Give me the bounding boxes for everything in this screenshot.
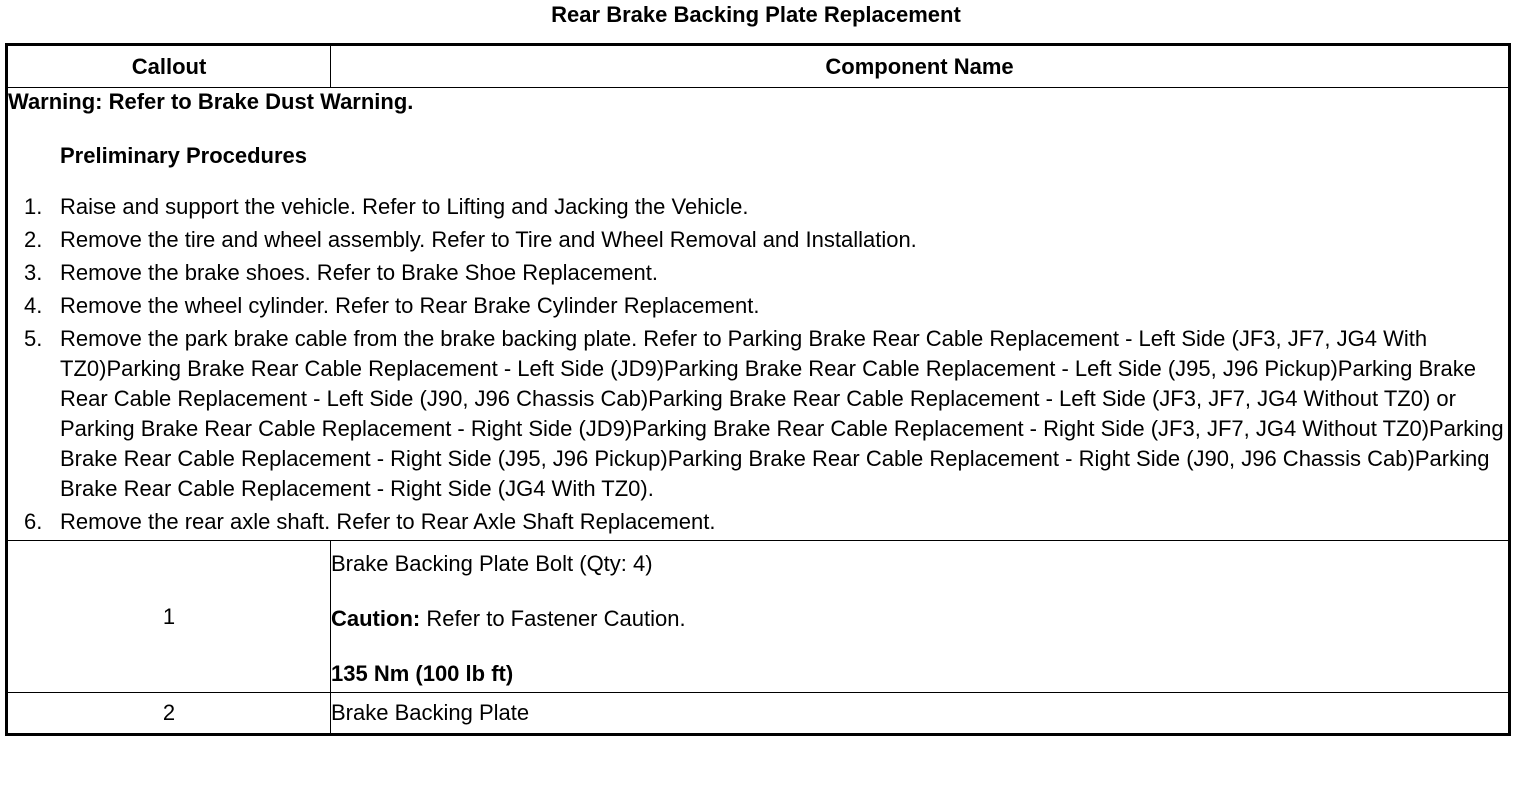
- component-name: Brake Backing Plate: [331, 693, 1510, 735]
- step-text: Remove the park brake cable from the brake backing plate. Refer to Parking Brake Rear Cable Replacement - Left Side (JF3, JF7, JG4 With TZ0)Parking Brake Rear Cable Replacement - Left Side (JD9)Parking Brake Rear Cable Replacement - Left Side (J95, J96 Pickup)Parking Brake Rear Cable Replacement - Left Side (J90, J96 Chassis Cab)Parking Brake Rear Cable Replacement - Left Side (JF3, JF7, JG4 Without TZ0) or Parking Brake Rear Cable Replacement - Right Side (JD9)Parking Brake Rear Cable Replacement - Right Side (JF3, JF7, JG4 Without TZ0)Parking Brake Rear Cable Replacement - Right Side (J95, J96 Pickup)Parking Brake Rear Cable Replacement - Right Side (J90, J96 Chassis Cab)Parking Brake Rear Cable Replacement - Right Side (JG4 With TZ0).: [60, 326, 1504, 501]
- step-number: 4.: [24, 293, 43, 318]
- preliminary-procedures-row: [7, 88, 1510, 541]
- list-item: [24, 258, 1508, 288]
- caution-text: Refer to Fastener Caution.: [420, 606, 686, 631]
- list-item: [24, 507, 1508, 537]
- table-row: [7, 693, 1510, 735]
- callout-column-header: Callout: [7, 45, 331, 88]
- component-name-column-header: Component Name: [331, 45, 1510, 88]
- step-text: Remove the tire and wheel assembly. Refer to Tire and Wheel Removal and Installation.: [60, 227, 917, 252]
- document-title: Rear Brake Backing Plate Replacement: [551, 2, 961, 27]
- component-name: Brake Backing Plate Bolt (Qty: 4): [331, 551, 653, 576]
- caution-label: Caution:: [331, 606, 421, 631]
- step-number: 5.: [24, 326, 43, 351]
- list-item: [24, 225, 1508, 255]
- list-item: [24, 291, 1508, 321]
- callout-number: 1: [7, 541, 331, 693]
- caution-note: [331, 605, 1508, 633]
- step-text: Remove the rear axle shaft. Refer to Rear Axle Shaft Replacement.: [60, 509, 716, 534]
- table-row: [7, 541, 1510, 693]
- list-item: [24, 192, 1508, 222]
- preliminary-steps-list: [8, 192, 1508, 537]
- step-text: Raise and support the vehicle. Refer to Lifting and Jacking the Vehicle.: [60, 194, 749, 219]
- preliminary-procedures-cell: [7, 88, 1510, 541]
- callout-number: 2: [7, 693, 331, 735]
- table-header-row: [7, 45, 1510, 88]
- component-cell: [331, 541, 1510, 693]
- procedure-table: [5, 43, 1511, 736]
- preliminary-procedures-heading: Preliminary Procedures: [60, 143, 308, 168]
- list-item: [24, 324, 1508, 504]
- step-number: 2.: [24, 227, 43, 252]
- step-text: Remove the wheel cylinder. Refer to Rear Brake Cylinder Replacement.: [60, 293, 760, 318]
- torque-spec: 135 Nm (100 lb ft): [331, 661, 514, 686]
- step-number: 1.: [24, 194, 43, 219]
- step-number: 3.: [24, 260, 43, 285]
- step-number: 6.: [24, 509, 43, 534]
- step-text: Remove the brake shoes. Refer to Brake Shoe Replacement.: [60, 260, 658, 285]
- brake-dust-warning: Warning: Refer to Brake Dust Warning.: [8, 89, 414, 114]
